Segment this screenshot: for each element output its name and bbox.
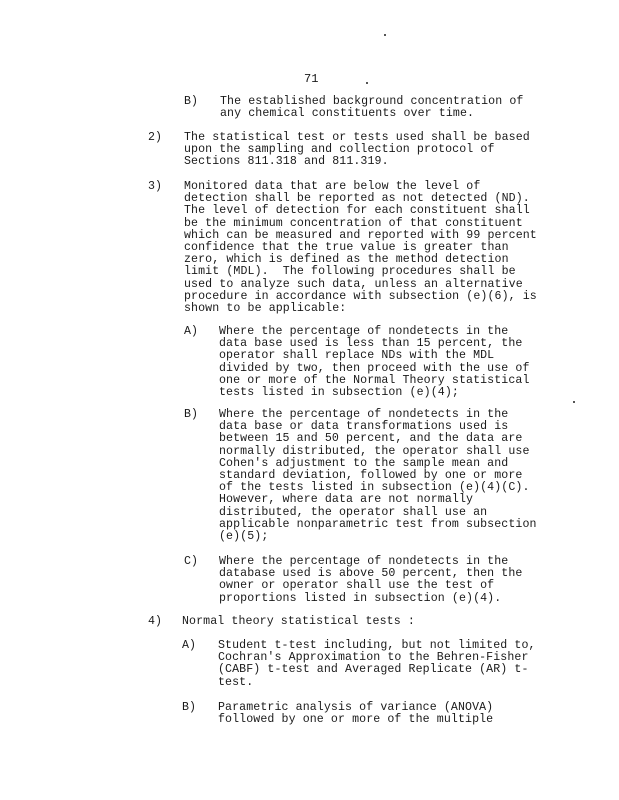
text-line: Student t-test including, but not limited to, bbox=[218, 639, 536, 652]
text-line: Normal theory statistical tests : bbox=[182, 615, 415, 628]
text-line: upon the sampling and collection protocol of bbox=[184, 143, 495, 157]
item-text bbox=[218, 702, 493, 726]
item-text bbox=[219, 326, 530, 399]
text-line: data base or data transformations used is bbox=[219, 420, 509, 434]
scan-speck bbox=[573, 401, 575, 403]
item-marker: B) bbox=[182, 701, 196, 714]
scan-speck bbox=[366, 82, 368, 84]
text-line: which can be measured and reported with 99 percent bbox=[184, 228, 537, 242]
text-line: Where the percentage of nondetects in the bbox=[219, 408, 509, 421]
text-line: data base used is less than 15 percent, the bbox=[219, 337, 523, 351]
text-line: tests listed in subsection (e)(4); bbox=[219, 386, 459, 400]
text-line: procedure in accordance with subsection (e)(6), is bbox=[184, 289, 537, 303]
text-line: The established background concentration of bbox=[220, 95, 524, 108]
text-line: normally distributed, the operator shall use bbox=[219, 444, 530, 458]
text-line: be the minimum concentration of that constituent bbox=[184, 216, 523, 230]
text-line: Parametric analysis of variance (ANOVA) bbox=[218, 701, 494, 714]
item-marker: 4) bbox=[148, 615, 162, 628]
text-line: applicable nonparametric test from subsection bbox=[219, 517, 537, 531]
item-marker: 3) bbox=[148, 180, 162, 193]
item-marker: 2) bbox=[148, 131, 162, 144]
text-line: shown to be applicable: bbox=[184, 302, 347, 316]
text-line: one or more of the Normal Theory statistical bbox=[219, 373, 530, 387]
item-text bbox=[219, 409, 537, 543]
item-marker: B) bbox=[184, 95, 198, 108]
item-marker: A) bbox=[182, 639, 196, 652]
text-line: distributed, the operator shall use an bbox=[219, 505, 488, 519]
text-line: owner or operator shall use the test of bbox=[219, 579, 495, 593]
text-line: detection shall be reported as not detected (ND). bbox=[184, 192, 530, 206]
text-line: test. bbox=[218, 675, 254, 689]
item-marker: A) bbox=[184, 325, 198, 338]
item-text bbox=[218, 640, 536, 689]
page-number: 71 bbox=[304, 72, 319, 86]
text-line: confidence that the true value is greater than bbox=[184, 241, 509, 255]
text-line: Cohen's adjustment to the sample mean and bbox=[219, 456, 509, 470]
item-text bbox=[219, 556, 522, 605]
text-line: of the tests listed in subsection (e)(4)(C). bbox=[219, 481, 530, 495]
text-line: database used is above 50 percent, then the bbox=[219, 567, 523, 581]
text-line: standard deviation, followed by one or more bbox=[219, 469, 523, 483]
text-line: divided by two, then proceed with the use of bbox=[219, 361, 530, 375]
text-line: However, where data are not normally bbox=[219, 493, 474, 507]
text-line: followed by one or more of the multiple bbox=[218, 713, 494, 727]
item-text bbox=[184, 181, 537, 315]
text-line: The statistical test or tests used shall be based bbox=[184, 131, 530, 144]
text-line: Cochran's Approximation to the Behren-Fisher bbox=[218, 651, 529, 665]
text-line: (CABF) t-test and Averaged Replicate (AR) t- bbox=[218, 663, 529, 677]
item-text bbox=[182, 616, 415, 628]
text-line: Where the percentage of nondetects in the bbox=[219, 555, 509, 568]
text-line: between 15 and 50 percent, and the data are bbox=[219, 432, 523, 446]
text-line: Monitored data that are below the level of bbox=[184, 180, 481, 193]
item-marker: C) bbox=[184, 555, 198, 568]
text-line: (e)(5); bbox=[219, 530, 269, 544]
text-line: The level of detection for each constituent shall bbox=[184, 204, 530, 218]
text-line: limit (MDL). The following procedures shall be bbox=[184, 265, 516, 279]
text-line: operator shall replace NDs with the MDL bbox=[219, 349, 495, 363]
text-line: zero, which is defined as the method detection bbox=[184, 253, 509, 267]
text-line: proportions listed in subsection (e)(4). bbox=[219, 591, 502, 605]
text-line: Where the percentage of nondetects in the bbox=[219, 325, 509, 338]
text-line: Sections 811.318 and 811.319. bbox=[184, 155, 389, 169]
scan-speck bbox=[384, 34, 386, 36]
item-text bbox=[220, 96, 523, 120]
item-text bbox=[184, 132, 530, 169]
text-line: used to analyze such data, unless an alternative bbox=[184, 277, 523, 291]
item-marker: B) bbox=[184, 408, 198, 421]
text-line: any chemical constituents over time. bbox=[220, 107, 475, 121]
